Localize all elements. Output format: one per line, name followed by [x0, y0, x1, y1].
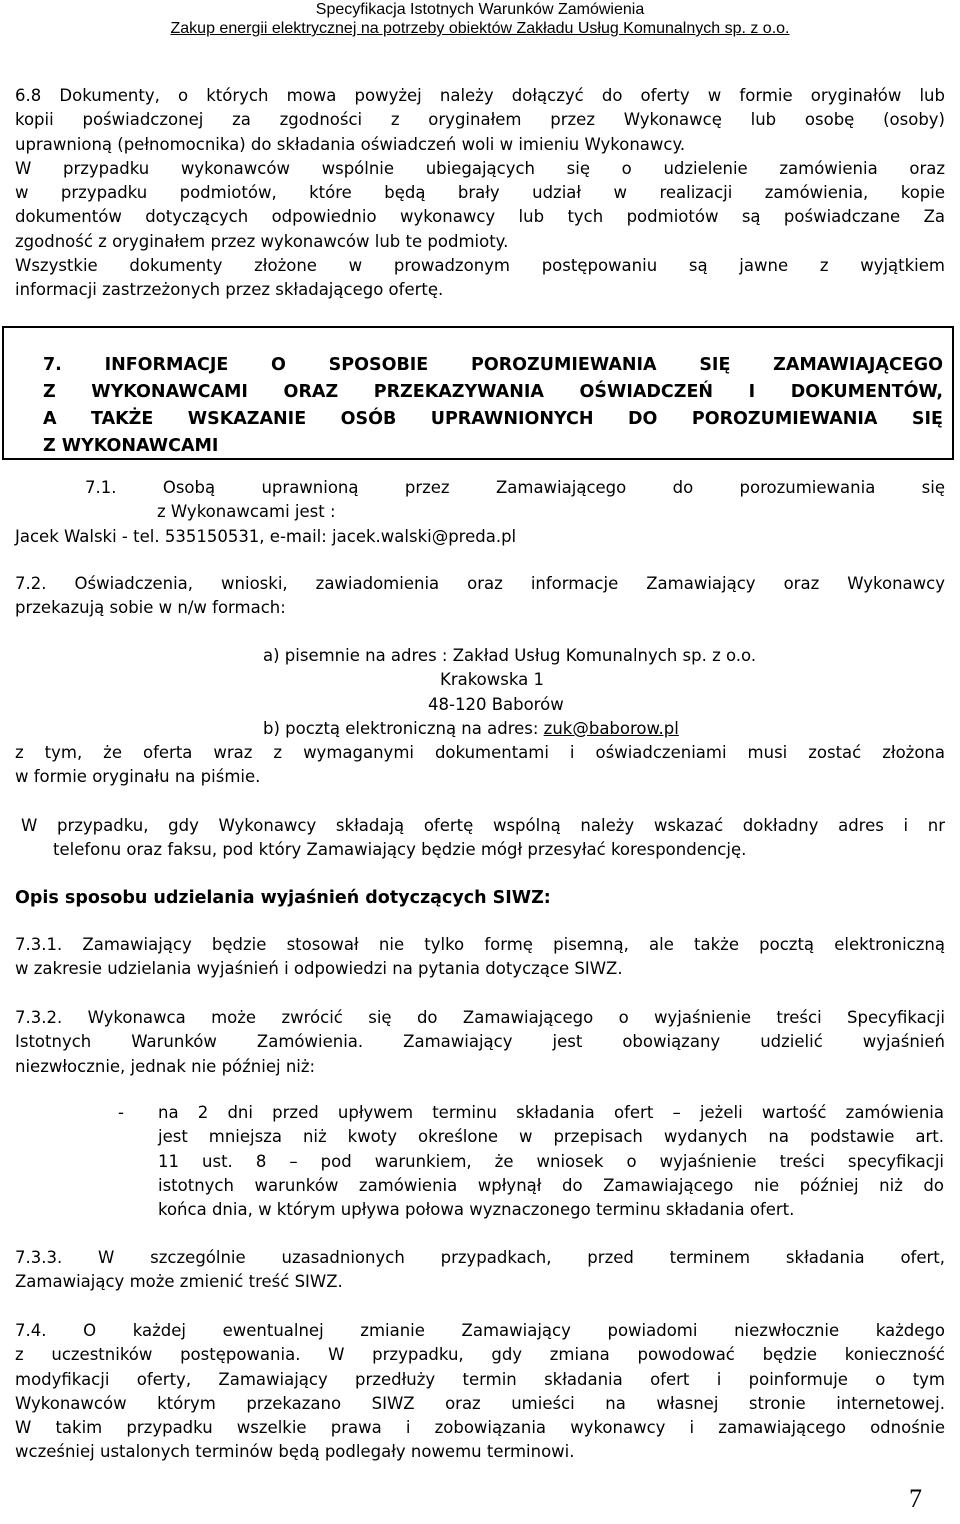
page-header — [0, 0, 960, 38]
paragraph-line: 6.8 Dokumenty, o których mowa powyżej należy dołączyć do oferty w formie oryginałów lub — [15, 86, 945, 105]
email-link[interactable]: zuk@baborow.pl — [543, 718, 679, 738]
paragraph-line: 7.2. Oświadczenia, wnioski, zawiadomienia oraz informacje Zamawiający oraz Wykonawcy — [15, 574, 945, 593]
bullet-text — [158, 1101, 944, 1222]
paragraph-line: W przypadku wykonawców wspólnie ubiegających się o udzielenie zamówienia oraz — [15, 158, 945, 178]
paragraph-line: w przypadku podmiotów, które będą brały udział w realizacji zamówienia, kopie — [15, 183, 945, 203]
paragraph-line: 7.3.1. Zamawiający będzie stosował nie tylko formę pisemną, ale także pocztą elektroniczną — [15, 935, 945, 954]
bullet-line: 11 ust. 8 – pod warunkiem, że wniosek o wyjaśnienie treści specyfikacji — [158, 1151, 944, 1171]
paragraph-line: 7.4. O każdej ewentualnej zmianie Zamawiający powiadomi niezwłocznie każdego — [15, 1321, 945, 1340]
section-6-8 — [15, 84, 945, 303]
paragraph-line: uprawnioną (pełnomocnika) do składania oświadczeń woli w imieniu Wykonawcy. — [15, 134, 686, 154]
page-number: 7 — [909, 1484, 922, 1513]
paragraph-line: z tym, że oferta wraz z wymaganymi dokumentami i oświadczeniami musi zostać złożona — [15, 743, 945, 763]
paragraph-line: informacji zastrzeżonych przez składającego ofertę. — [15, 280, 444, 300]
paragraph-line: niezwłocznie, jednak nie później niż: — [15, 1056, 316, 1076]
consortium-note — [15, 814, 945, 863]
paragraph-line: zgodność z oryginałem przez wykonawców lub te podmioty. — [15, 231, 509, 251]
paragraph-line: dokumentów dotyczących odpowiednio wykonawcy lub tych podmiotów są poświadczane Za — [15, 207, 945, 227]
bullet-line: jest mniejsza niż kwoty określone w przepisach wydanych na podstawie art. — [158, 1127, 944, 1147]
header-subtitle: Zakup energii elektrycznej na potrzeby obiektów Zakładu Usług Komunalnych sp. z o.o. — [170, 20, 790, 37]
heading-line: Z WYKONAWCAMI ORAZ PRZEKAZYWANIA OŚWIADCZEŃ I DOKUMENTÓW, — [43, 382, 943, 402]
paragraph-line: w zakresie udzielania wyjaśnień i odpowiedzi na pytania dotyczące SIWZ. — [15, 959, 623, 979]
header-title: Specyfikacja Istotnych Warunków Zamówienia — [315, 1, 645, 18]
bullet-dash: - — [118, 1103, 124, 1122]
paragraph-line: Wykonawców którym przekazano SIWZ oraz umieści na własnej stronie internetowej. — [15, 1393, 945, 1413]
section-7-4 — [15, 1319, 945, 1465]
bullet-line: końca dnia, w którym upływa połowa wyznaczonego terminu składania ofert. — [158, 1200, 795, 1220]
bullet-line: istotnych warunków zamówienia wpłynął do Zamawiającego nie później niż do — [158, 1175, 944, 1195]
paragraph-line: z Wykonawcami jest : — [157, 502, 336, 522]
paragraph-line: 7.1. Osobą uprawnioną przez Zamawiającego do porozumiewania się — [85, 478, 945, 497]
section-7-3-3 — [15, 1246, 945, 1295]
paragraph-line: Zamawiający może zmienić treść SIWZ. — [15, 1272, 343, 1292]
form-item-a: a) pisemnie na adres : Zakład Usług Komunalnych sp. z o.o. — [263, 646, 757, 665]
paragraph-line: 7.3.3. W szczególnie uzasadnionych przypadkach, przed terminem składania ofert, — [15, 1248, 945, 1267]
paragraph-line: wcześniej ustalonych terminów będą podlegały nowemu terminowi. — [15, 1442, 575, 1462]
heading-line: 7. INFORMACJE O SPOSOBIE POROZUMIEWANIA SIĘ ZAMAWIAJĄCEGO — [43, 355, 943, 375]
paragraph-line: Wszystkie dokumenty złożone w prowadzonym postępowaniu są jawne z wyjątkiem — [15, 256, 945, 276]
paragraph-line: modyfikacji oferty, Zamawiający przedłuży termin składania ofert i poinformuje o tym — [15, 1369, 945, 1389]
explanations-heading: Opis sposobu udzielania wyjaśnień dotyczących SIWZ: — [15, 888, 551, 908]
section-7-3-2 — [15, 1006, 945, 1079]
section-7-3-1 — [15, 933, 945, 982]
heading-line: Z WYKONAWCAMI — [43, 436, 219, 456]
paragraph-line: 7.3.2. Wykonawca może zwrócić się do Zamawiającego o wyjaśnienie treści Specyfikacji — [15, 1008, 945, 1027]
paragraph-line: kopii poświadczonej za zgodności z oryginałem przez Wykonawcę lub osobę (osoby) — [15, 110, 945, 130]
address-line: 48-120 Baborów — [428, 694, 564, 714]
paragraph-line: Istotnych Warunków Zamówienia. Zamawiający jest obowiązany udzielić wyjaśnień — [15, 1032, 945, 1052]
paragraph-line: z uczestników postępowania. W przypadku, gdy zmiana powodować będzie konieczność — [15, 1345, 945, 1365]
paragraph-line: W przypadku, gdy Wykonawcy składają ofertę wspólną należy wskazać dokładny adres i nr — [21, 816, 945, 835]
form-item-b-label: b) pocztą elektroniczną na adres: — [263, 718, 544, 738]
contact-person: Jacek Walski - tel. 535150531, e-mail: jacek.walski@preda.pl — [15, 526, 517, 546]
paragraph-line: przekazują sobie w n/w formach: — [15, 598, 286, 618]
delivery-forms — [15, 644, 945, 790]
section-7-2 — [15, 572, 945, 621]
section-7-heading — [43, 352, 943, 460]
section-7-1 — [15, 476, 945, 549]
form-item-b — [263, 717, 945, 741]
paragraph-line: w formie oryginału na piśmie. — [15, 767, 261, 787]
bullet-line: na 2 dni przed upływem terminu składania ofert – jeżeli wartość zamówienia — [158, 1103, 944, 1122]
heading-line: A TAKŻE WSKAZANIE OSÓB UPRAWNIONYCH DO POROZUMIEWANIA SIĘ — [43, 409, 943, 429]
paragraph-line: W takim przypadku wszelkie prawa i zobowiązania wykonawcy i zamawiającego odnośnie — [15, 1418, 945, 1438]
address-line: Krakowska 1 — [440, 670, 544, 690]
paragraph-line: telefonu oraz faksu, pod który Zamawiający będzie mógł przesyłać korespondencję. — [53, 840, 747, 860]
